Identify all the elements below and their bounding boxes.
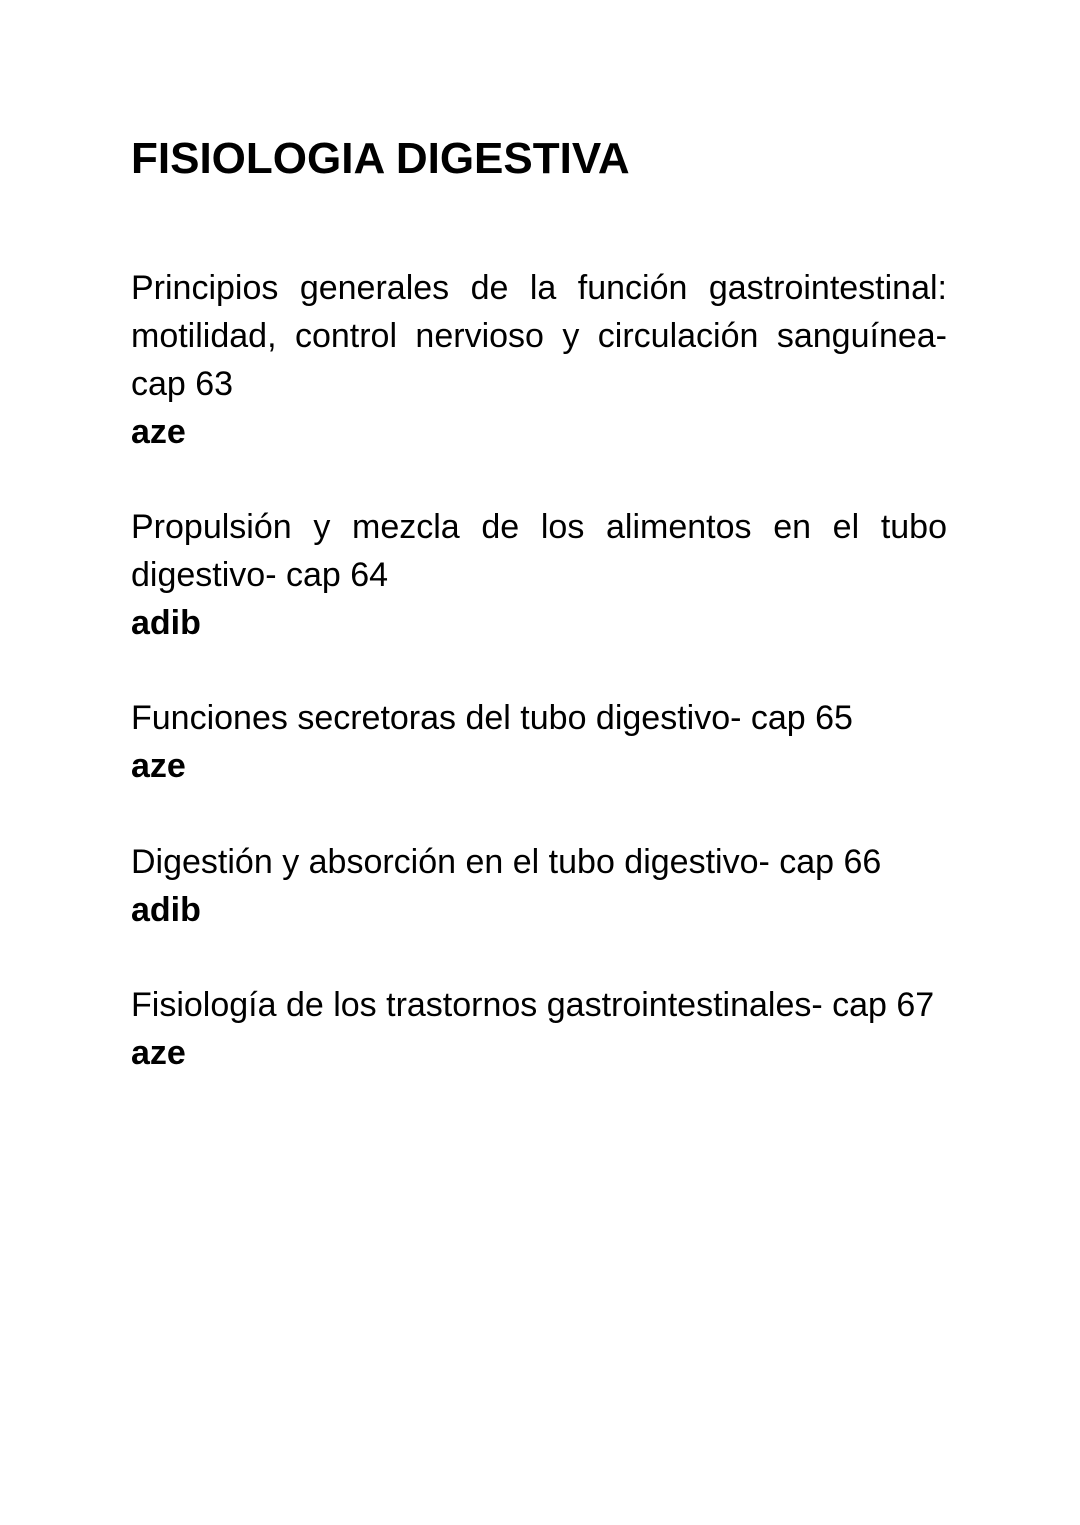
topic-item [131, 981, 947, 1077]
topic-text: Principios generales de la función gastrointestinal: motilidad, control nervioso y circulación sanguínea- cap 63 [131, 269, 947, 403]
topic-assignee: adib [131, 604, 201, 642]
topic-assignee: aze [131, 1034, 186, 1072]
topic-text: Fisiología de los trastornos gastrointestinales- cap 67 [131, 986, 935, 1024]
page-title: FISIOLOGIA DIGESTIVA [131, 134, 630, 183]
topic-text: Propulsión y mezcla de los alimentos en el tubo digestivo- cap 64 [131, 508, 947, 594]
topic-item [131, 503, 947, 647]
topic-assignee: aze [131, 413, 186, 451]
topic-assignee: adib [131, 891, 201, 929]
topic-item [131, 694, 947, 790]
topic-text: Digestión y absorción en el tubo digestivo- cap 66 [131, 843, 882, 881]
topic-item [131, 264, 947, 456]
topic-assignee: aze [131, 747, 186, 785]
topic-text: Funciones secretoras del tubo digestivo- cap 65 [131, 699, 853, 737]
topic-item [131, 838, 947, 934]
